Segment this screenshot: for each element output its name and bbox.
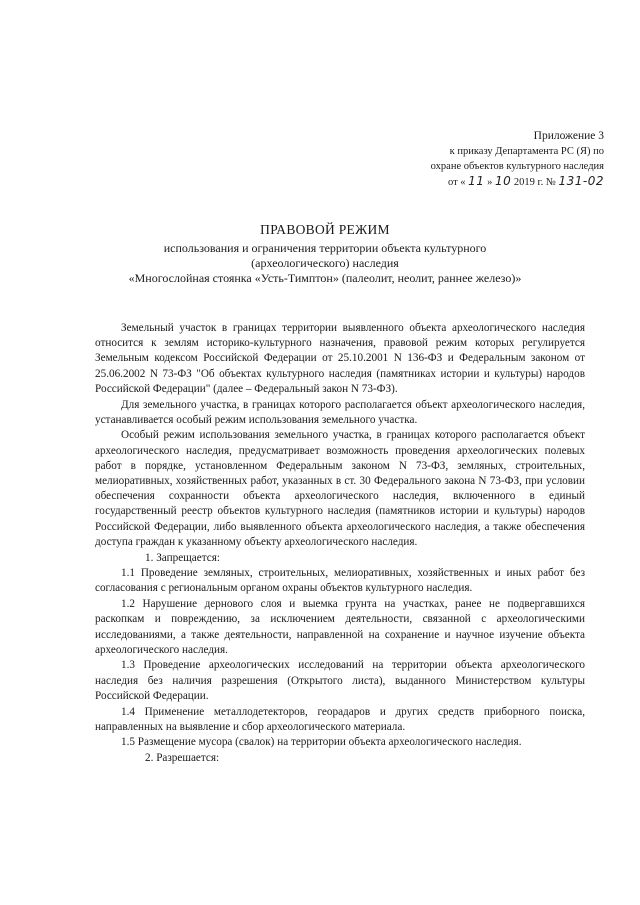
paragraph: Особый режим использования земельного участка, в границах которого располагается объект археологического наследия, предусматривает возможность проведения археологических полевых работ в порядке, установленном Федеральным законом N 73-ФЗ, земляных, строительных, мелиоративных, хозяйственных работ, указанных в ст. 30 Федерального закона N 73-ФЗ, при условии обеспечения сохранности объекта археологического наследия, включенного в единый государственный реестр объектов культурного наследия (памятников истории и культуры) народов Российской Федерации, либо выявленного объекта археологического наследия, а также обеспечения доступа граждан к указанному объекту археологического наследия.: [95, 429, 585, 548]
appendix-line-1: к приказу Департамента РС (Я) по: [449, 146, 604, 157]
date-mid: »: [487, 177, 493, 188]
document-subtitle-3: «Многослойная стоянка «Усть-Тимптон» (палеолит, неолит, раннее железо)»: [128, 271, 522, 285]
date-month: 10: [494, 174, 512, 188]
prohibited-item: 1.4 Применение металлодетекторов, георадаров и других средств приборного поиска, направленных на выявление и сбор археологического материала.: [95, 705, 585, 733]
prohibited-item: 1.1 Проведение земляных, строительных, мелиоративных, хозяйственных и иных работ без согласования с региональным органом охраны объектов культурного наследия.: [95, 567, 585, 595]
date-day: 11: [468, 174, 485, 188]
section-heading-prohibited: 1. Запрещается:: [145, 551, 220, 564]
paragraph: Земельный участок в границах территории выявленного объекта археологического наследия относится к землям историко-культурного назначения, правовой режим которых регулируется Земельным кодексом Российской Федерации от 25.10.2001 N 136-ФЗ и Федеральным законом от 25.06.2002 N 73-ФЗ "Об объектах культурного наследия (памятниках истории и культуры) народов Российской Федерации" (далее – Федеральный закон N 73-ФЗ).: [95, 322, 585, 395]
appendix-line-2: охране объектов культурного наследия: [430, 161, 604, 172]
prohibited-item: 1.2 Нарушение дернового слоя и выемка грунта на участках, ранее не подвергавшихся раскопкам и повреждению, за исключением деятельности, связанной с археологическими исследованиями, а также деятельности, направленной на сохранение и научное изучение объекта археологического наследия.: [95, 598, 585, 656]
date-year: 2019 г. №: [513, 177, 556, 188]
appendix-title: Приложение 3: [533, 130, 604, 142]
document-title: ПРАВОВОЙ РЕЖИМ: [260, 222, 390, 237]
prohibited-item: 1.5 Размещение мусора (свалок) на территории объекта археологического наследия.: [121, 736, 522, 749]
date-prefix: от «: [447, 177, 466, 188]
document-subtitle-1: использования и ограничения территории объекта культурного: [163, 241, 487, 255]
section-heading-allowed: 2. Разрешается:: [145, 752, 220, 765]
prohibited-item: 1.3 Проведение археологических исследований на территории объекта археологического наследия без наличия разрешения (Открытого листа), выданного Министерством культуры Российской Федерации.: [95, 659, 585, 702]
paragraph: Для земельного участка, в границах которого располагается объект археологического наследия, устанавливается особый режим использования земельного участка.: [95, 398, 585, 426]
appendix-block: [364, 129, 604, 190]
document-body: [95, 321, 585, 767]
appendix-date-line: [364, 174, 604, 190]
document-subtitle-2: (археологического) наследия: [251, 256, 399, 270]
order-number: 131-02: [558, 174, 604, 188]
